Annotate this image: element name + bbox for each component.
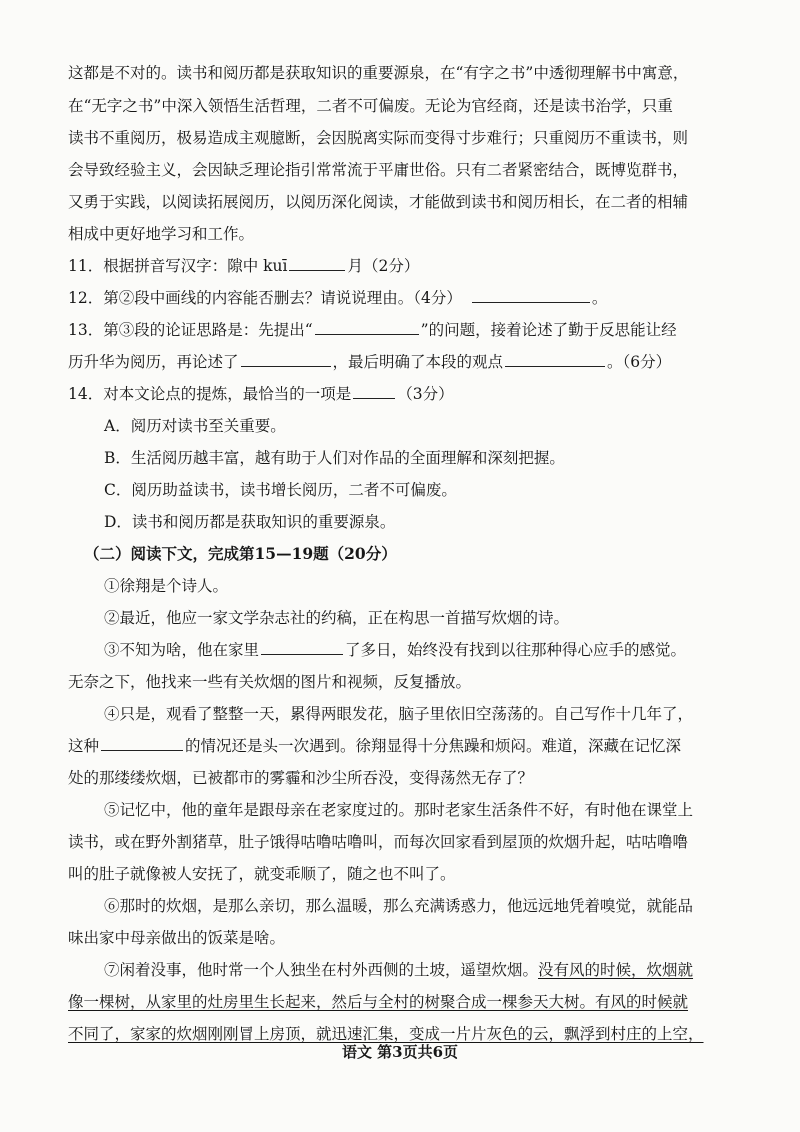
- answer-blank[interactable]: [353, 382, 395, 399]
- answer-blank[interactable]: [315, 318, 419, 335]
- paragraph-5-line2: 读书，或在野外割猪草，肚子饿得咕噜咕噜叫，而每次回家看到屋顶的炊烟升起，咕咕噜噜: [68, 833, 689, 851]
- passage-line: 又勇于实践，以阅读拓展阅历，以阅历深化阅读，才能做到读书和阅历相长，在二者的相辅: [68, 193, 689, 211]
- underlined-text: 不同了，家家的炊烟刚刚冒上房顶，就迅速汇集，变成一片片灰色的云，飘浮到村庄的上空，: [68, 1025, 704, 1043]
- underlined-text: 没有风的时候，炊烟就: [538, 961, 694, 979]
- passage-line: 相成中更好地学习和工作。: [68, 225, 255, 243]
- answer-blank[interactable]: [289, 254, 345, 271]
- paragraph-4-line3: 处的那缕缕炊烟，已被都市的雾霾和沙尘所吞没，变得荡然无存了？: [68, 769, 534, 787]
- paragraph-3-cont: 无奈之下，他找来一些有关炊烟的图片和视频，反复播放。: [68, 673, 472, 691]
- paragraph-6: ⑥那时的炊烟，是那么亲切，那么温暖，那么充满诱惑力，他远远地凭着嗅觉，就能品: [104, 897, 694, 915]
- paragraph-4: ④只是，观看了整整一天，累得两眼发花，脑子里依旧空荡荡的。自己写作十几年了，: [104, 705, 694, 723]
- answer-blank[interactable]: [101, 734, 183, 751]
- passage-line: 这都是不对的。读书和阅历都是获取知识的重要源泉，在“有字之书”中透彻理解书中寓意，: [68, 64, 689, 82]
- question-13-line1: 13．第③段的论证思路是：先提出“ ”的问题，接着论述了勤于反思能让经: [68, 317, 800, 343]
- paragraph-5-line3: 叫的肚子就像被人安抚了，就变乖顺了，随之也不叫了。: [68, 865, 456, 883]
- underlined-text: 像一棵树，从家里的灶房里生长起来，然后与全村的树聚合成一棵参天大树。有风的时候就: [68, 993, 689, 1011]
- paragraph-7: ⑦闲着没事，他时常一个人独坐在村外西侧的土坡，遥望炊烟。没有风的时候，炊烟就: [104, 961, 694, 979]
- question-13-line2: 历升华为阅历，再论述了 ，最后明确了本段的观点 。（6分）: [68, 349, 800, 375]
- passage-line: 会导致经验主义，会因缺乏理论指引常常流于平庸世俗。只有二者紧密结合，既博览群书，: [68, 161, 689, 179]
- option-a: A．阅历对读书至关重要。: [104, 417, 286, 435]
- answer-blank[interactable]: [472, 286, 590, 303]
- passage-line: 在“无字之书”中深入领悟生活哲理，二者不可偏废。无论为官经商，还是读书治学，只重: [68, 97, 673, 115]
- answer-blank[interactable]: [505, 350, 605, 367]
- paragraph-1: ①徐翔是个诗人。: [104, 577, 229, 595]
- answer-blank[interactable]: [241, 350, 331, 367]
- passage-line: 读书不重阅历，极易造成主观臆断，会因脱离实际而变得寸步难行；只重阅历不重读书，则: [68, 129, 689, 147]
- paragraph-6-line2: 味出家中母亲做出的饭菜是啥。: [68, 929, 286, 947]
- option-c: C．阅历助益读书，读书增长阅历，二者不可偏废。: [104, 481, 457, 499]
- option-d: D．读书和阅历都是获取知识的重要源泉。: [104, 513, 396, 531]
- paragraph-7-line2: [68, 989, 800, 1015]
- option-b: B．生活阅历越丰富，越有助于人们对作品的全面理解和深刻把握。: [104, 449, 565, 467]
- section-heading: （二）阅读下文，完成第15—19题（20分）: [84, 544, 397, 563]
- question-14: 14．对本文论点的提炼，最恰当的一项是 （3分）: [68, 381, 800, 407]
- answer-blank[interactable]: [261, 638, 343, 655]
- paragraph-5: ⑤记忆中，他的童年是跟母亲在老家度过的。那时老家生活条件不好，有时他在课堂上: [104, 801, 694, 819]
- paragraph-3: ③不知为啥，他在家里 了多日，始终没有找到以往那种得心应手的感觉。: [104, 637, 800, 663]
- page-footer: 语文 第3页共6页: [341, 1043, 459, 1061]
- question-12: 12．第②段中画线的内容能否删去？请说说理由。（4分） 。: [68, 285, 800, 311]
- question-11: 11．根据拼音写汉字：隙中 kuī 月（2分）: [68, 253, 800, 279]
- paragraph-2: ②最近，他应一家文学杂志社的约稿，正在构思一首描写炊烟的诗。: [104, 609, 570, 627]
- paragraph-4-line2: 这种 的情况还是头一次遇到。徐翔显得十分焦躁和烦闷。难道，深藏在记忆深: [68, 733, 800, 759]
